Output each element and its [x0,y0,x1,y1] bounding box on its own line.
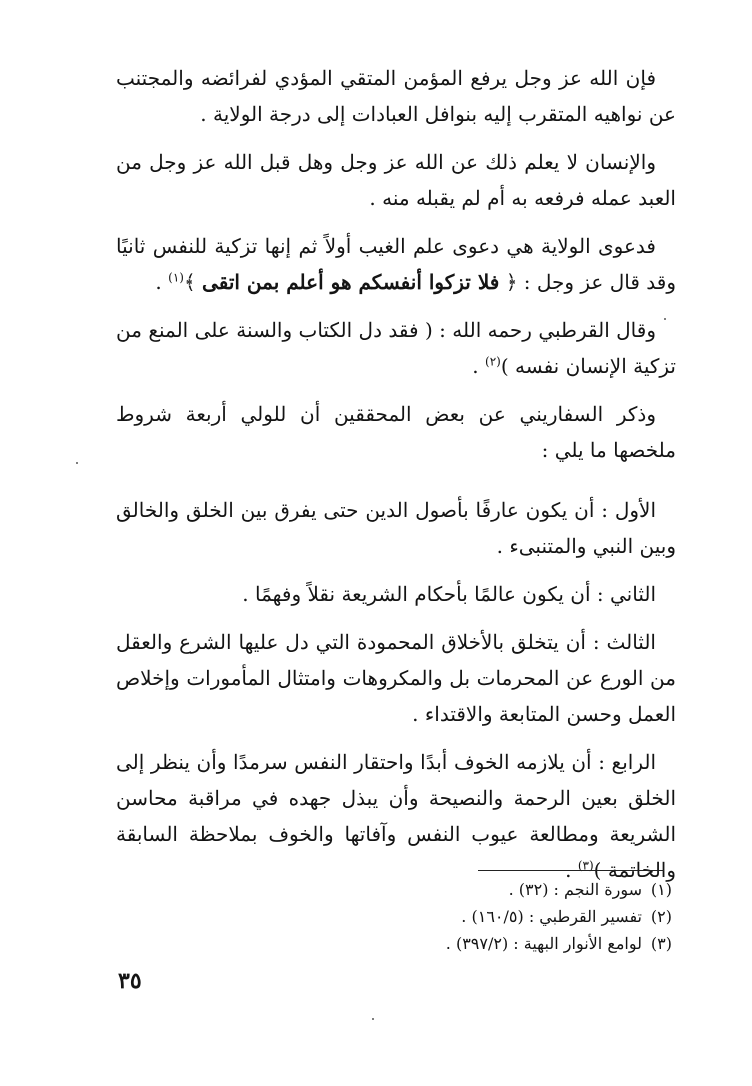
scan-speck [76,462,78,464]
footnote-ref[interactable]: (٢) [485,354,501,369]
scan-speck [664,318,666,320]
paragraph: الأول : أن يكون عارفًا بأصول الدين حتى يفرق بين الخلق والخالق وبين النبي والمتنبىء . [116,498,676,558]
paragraph: الثاني : أن يكون عالمًا بأحكام الشريعة نقلاً وفهمًا . [242,582,656,606]
paragraph-text: الرابع : أن يلازمه الخوف أبدًا واحتقار النفس سرمدًا وأن ينظر إلى الخلق بعين الرحمة والنصيحة وأن يبذل جهده في مراقبة محاسن الشريعة ومطالعة عيوب النفس وآفاتها والخوف بملاحظة السابقة والخاتمة ) [116,750,676,882]
footnote-text: لوامع الأنوار البهية : (٣٩٧/٢) . [445,934,642,953]
main-text [116,60,676,900]
paragraph-end: . [472,354,486,378]
scan-speck [372,1018,374,1020]
paragraph-text: فدعوى الولاية هي دعوى علم الغيب أولاً ثم إنها تزكية للنفس ثانيًا وقد قال عز وجل : ﴿ [116,234,676,294]
footnote-ref[interactable]: (٣) [577,858,594,873]
footnote-number: (٣) [650,934,672,953]
paragraph: فإن الله عز وجل يرفع المؤمن المتقي المؤدي لفرائضه والمجتنب عن نواهيه المتقرب إليه بنوافل العبادات إلى درجة الولاية . [116,66,676,126]
paragraph [116,312,676,384]
quran-close-bracket: ﴾ [183,270,196,294]
footnote-ref[interactable]: (١) [168,270,184,285]
paragraph [116,744,676,888]
paragraph-end: . [155,270,169,294]
footnote-text: تفسير القرطبي : (١٦٠/٥) . [461,907,642,926]
footnote-number: (١) [650,880,672,899]
paragraph: والإنسان لا يعلم ذلك عن الله عز وجل وهل قبل الله عز وجل من العبد عمله فرفعه به أم لم يقبله منه . [116,150,676,210]
paragraph-end: . [565,858,578,882]
footnotes [300,876,672,957]
footnote-divider [478,870,664,871]
footnote-item [300,876,672,903]
paragraph: وذكر السفاريني عن بعض المحققين أن للولي أربعة شروط ملخصها ما يلي : [116,402,676,462]
quran-verse: فلا تزكوا أنفسكم هو أعلم بمن اتقى [202,270,500,294]
paragraph: الثالث : أن يتخلق بالأخلاق المحمودة التي دل عليها الشرع والعقل من الورع عن المحرمات بل والمكروهات وامتثال المأمورات وإخلاص العمل وحسن المتابعة والاقتداء . [116,630,676,726]
footnote-item [300,930,672,957]
footnote-number: (٢) [650,907,672,926]
footnote-item [300,903,672,930]
page-number: ٣٥ [118,968,142,994]
footnote-text: سورة النجم : (٣٢) . [508,880,642,899]
paragraph [116,228,676,300]
paragraph-text: وقال القرطبي رحمه الله : ( فقد دل الكتاب والسنة على المنع من تزكية الإنسان نفسه ) [116,318,676,378]
